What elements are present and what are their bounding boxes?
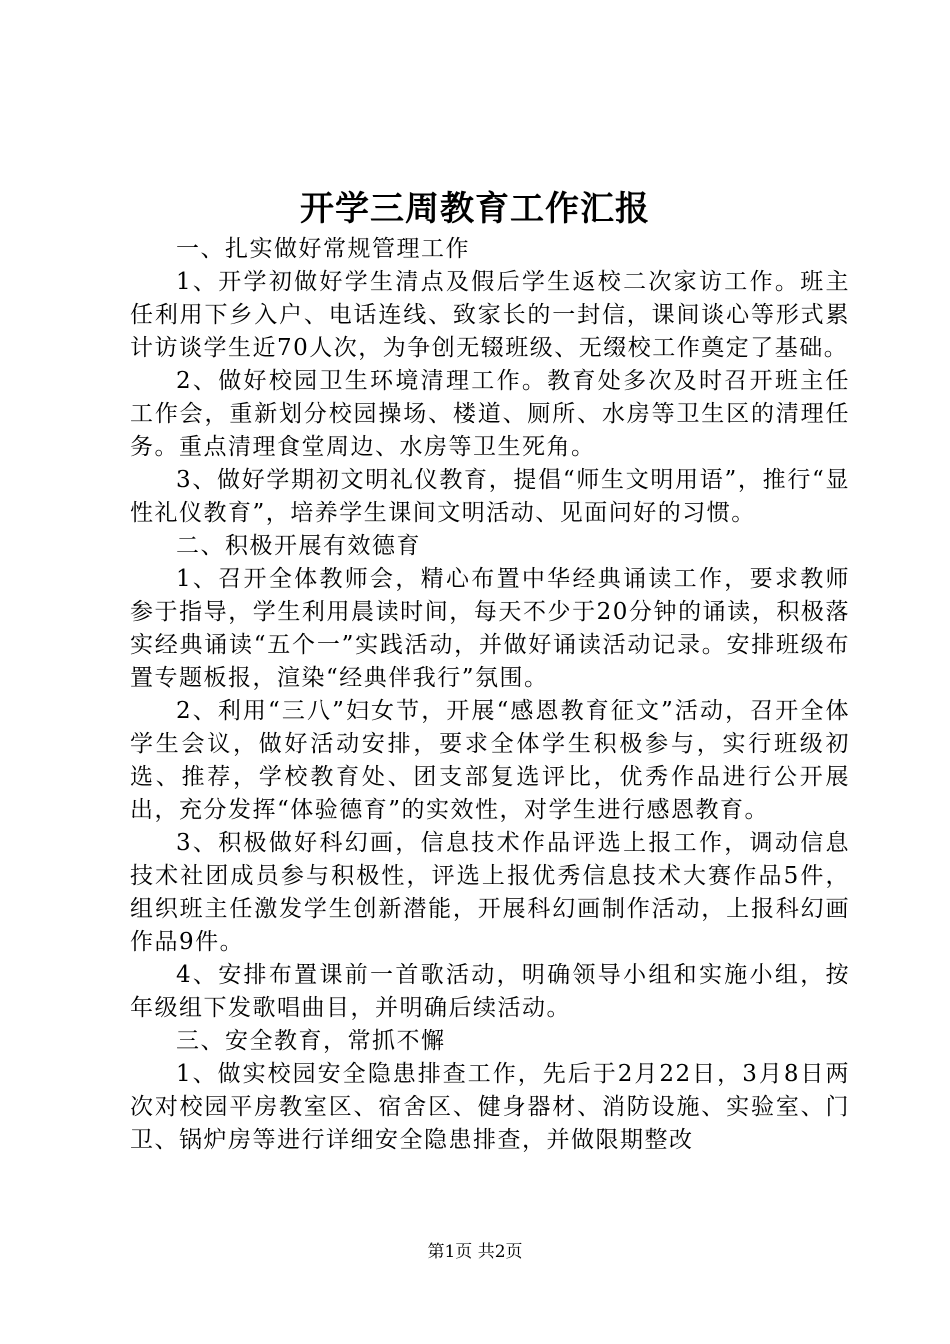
document-body [130, 233, 850, 1193]
paragraph: 2、做好校园卫生环境清理工作。教育处多次及时召开班主任工作会，重新划分校园操场、楼道、厕所、水房等卫生区的清理任务。重点清理食堂周边、水房等卫生死角。 [130, 368, 850, 460]
paragraph: 2、利用“三八”妇女节，开展“感恩教育征文”活动，召开全体学生会议，做好活动安排，要求全体学生积极参与，实行班级初选、推荐，学校教育处、团支部复选评比，优秀作品进行公开展出，充分发挥“体验德育”的实效性，对学生进行感恩教育。 [130, 698, 850, 823]
paragraph: 1、召开全体教师会，精心布置中华经典诵读工作，要求教师参于指导，学生利用晨读时间，每天不少于20分钟的诵读，积极落实经典诵读“五个一”实践活动，并做好诵读活动记录。安排班级布置专题板报，渲染“经典伴我行”氛围。 [130, 566, 850, 691]
section-heading: 三、安全教育，常抓不懈 [176, 1028, 446, 1054]
paragraph: 3、做好学期初文明礼仪教育，提倡“师生文明用语”，推行“显性礼仪教育”，培养学生课间文明活动、见面问好的习惯。 [130, 467, 850, 526]
section-heading: 一、扎实做好常规管理工作 [176, 236, 470, 262]
paragraph: 4、安排布置课前一首歌活动，明确领导小组和实施小组，按年级组下发歌唱曲目，并明确后续活动。 [130, 962, 850, 1021]
section-heading: 二、积极开展有效德育 [176, 533, 421, 559]
paragraph: 1、开学初做好学生清点及假后学生返校二次家访工作。班主任利用下乡入户、电话连线、致家长的一封信，课间谈心等形式累计访谈学生近70人次，为争创无辍班级、无缀校工作奠定了基础。 [130, 269, 850, 361]
document-title: 开学三周教育工作汇报 [300, 189, 650, 229]
paragraph: 1、做实校园安全隐患排查工作，先后于2月22日，3月8日两次对校园平房教室区、宿舍区、健身器材、消防设施、实验室、门卫、锅炉房等进行详细安全隐患排查，并做限期整改 [130, 1061, 850, 1153]
paragraph: 3、积极做好科幻画，信息技术作品评选上报工作，调动信息技术社团成员参与积极性，评选上报优秀信息技术大赛作品5件，组织班主任激发学生创新潜能，开展科幻画制作活动，上报科幻画作品9件。 [130, 830, 850, 955]
page-footer: 第1页 共2页 [427, 1242, 523, 1262]
